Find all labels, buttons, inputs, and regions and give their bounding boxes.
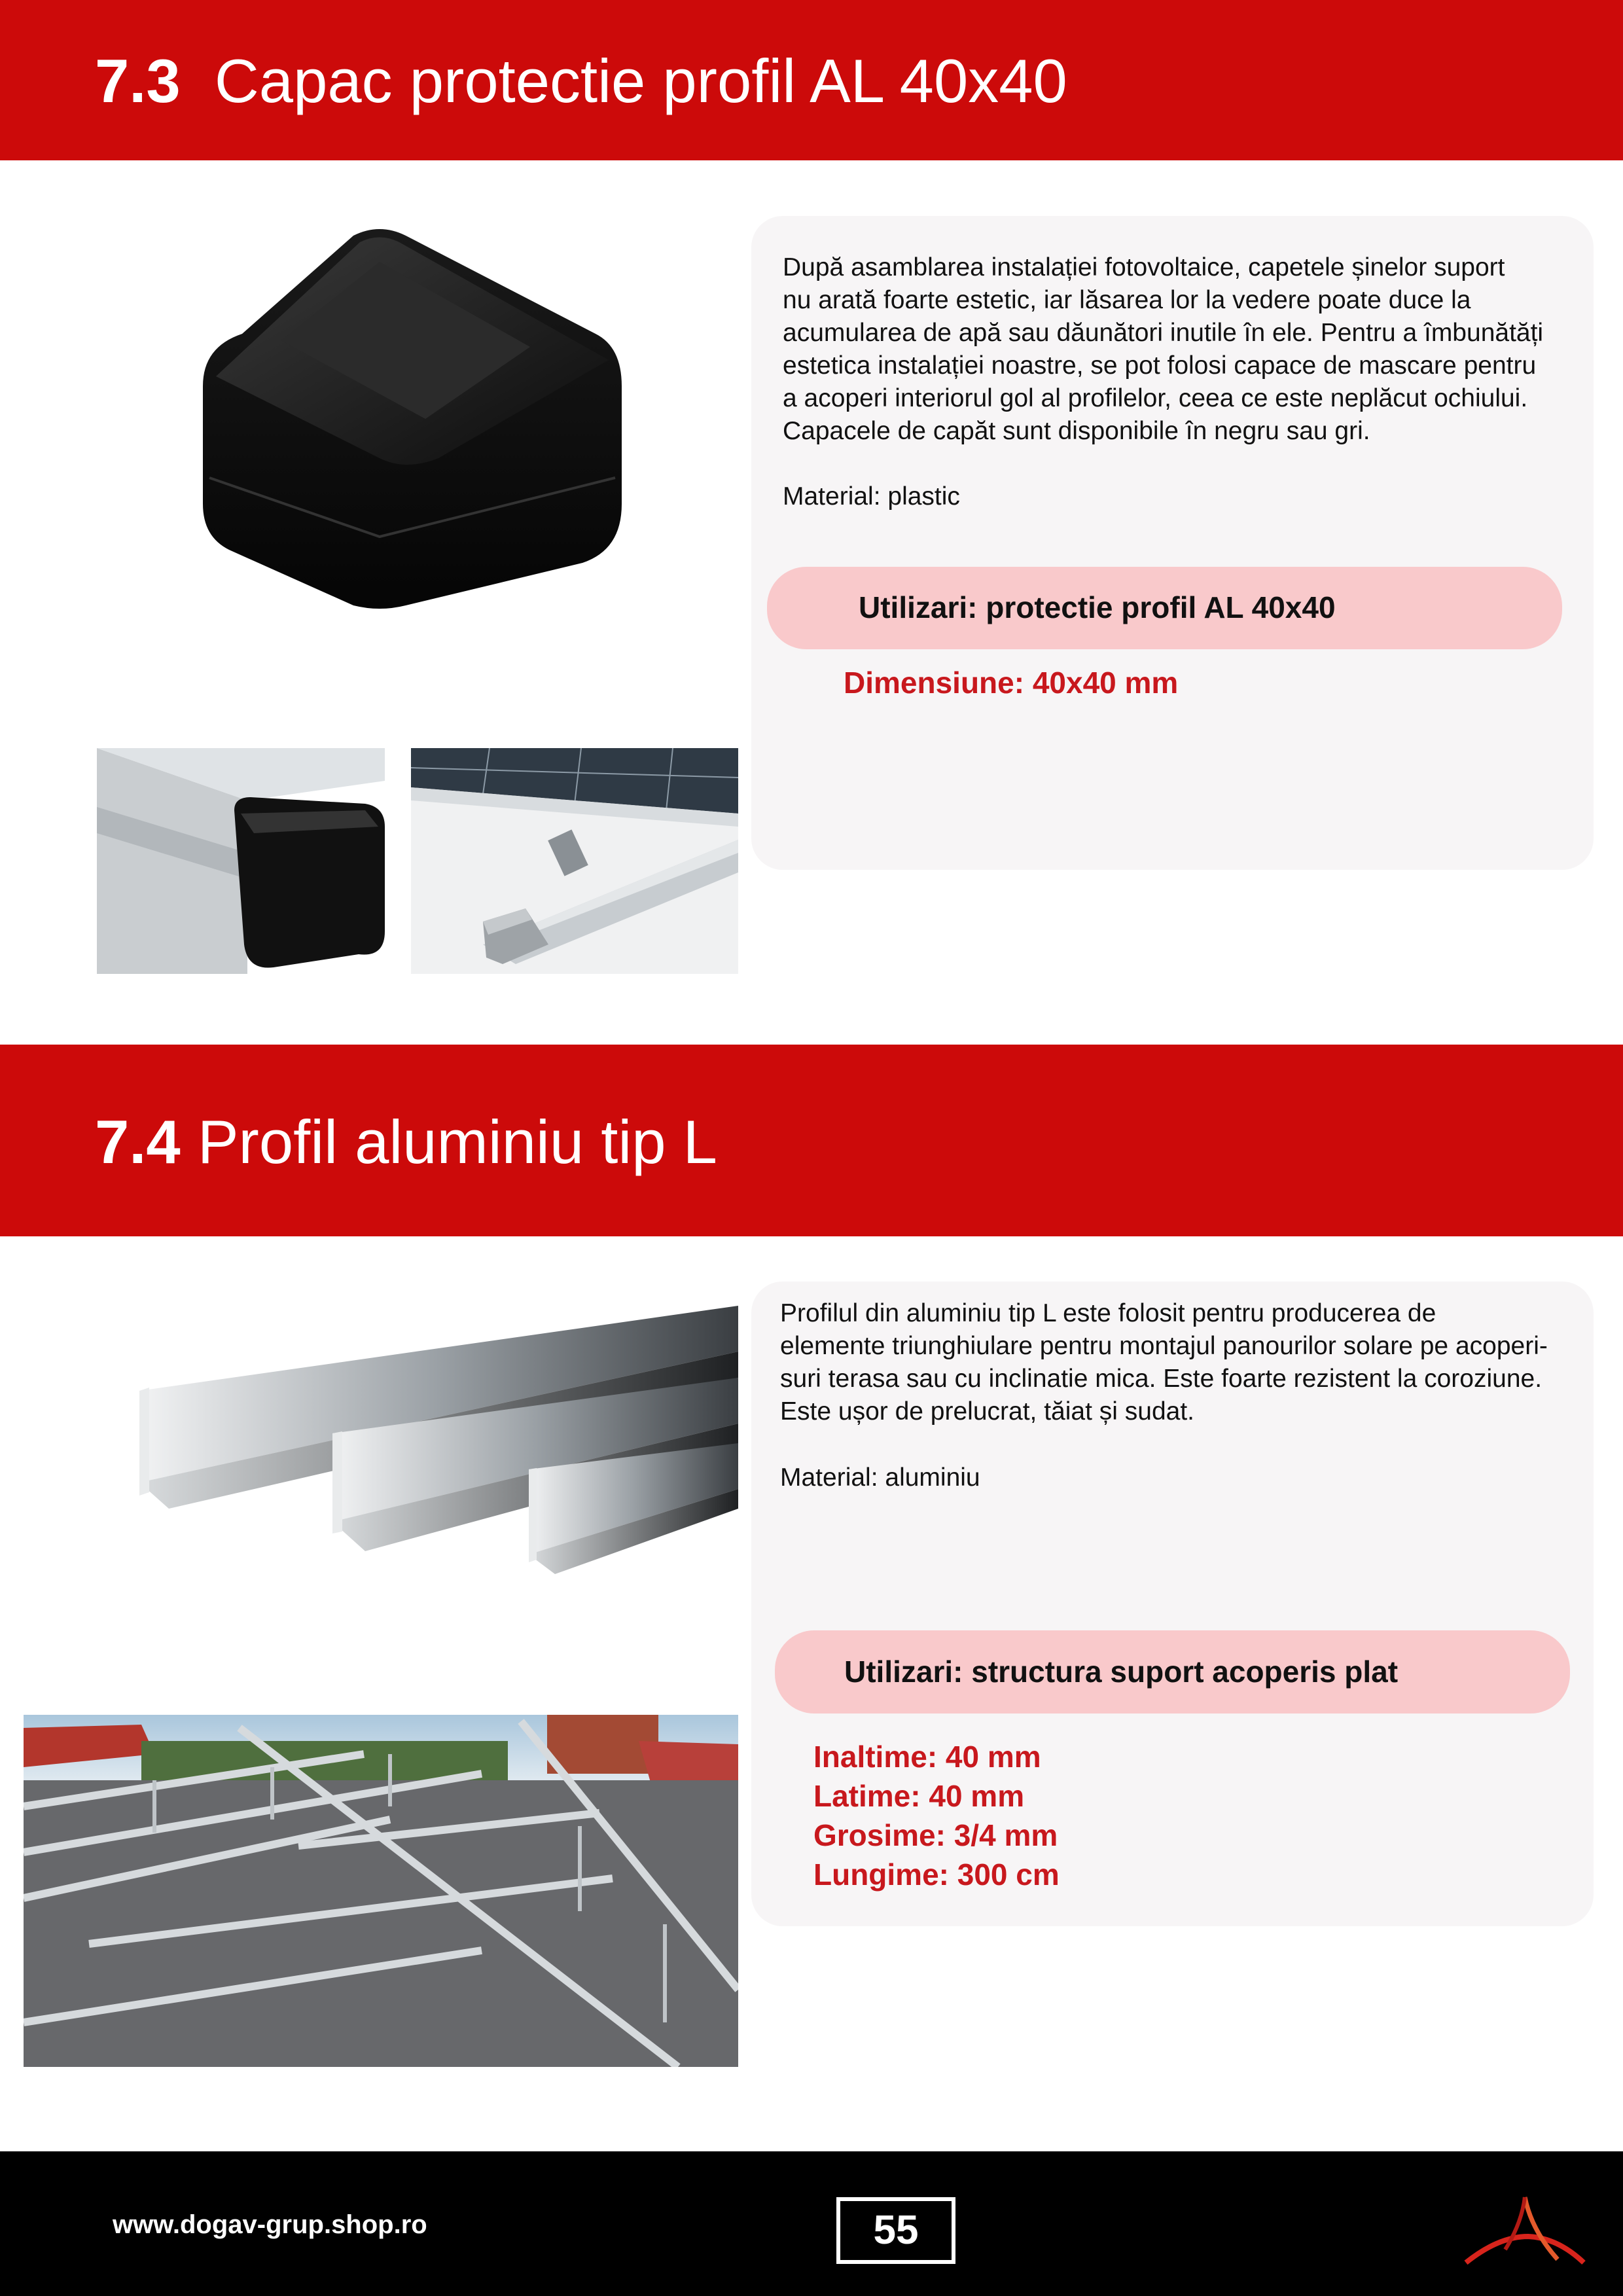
website-link[interactable]: www.dogav-grup.shop.ro (113, 2210, 427, 2239)
flat-roof-installation-image (24, 1715, 738, 2067)
profile-with-black-cap-image (97, 748, 385, 974)
section-title (95, 46, 1067, 117)
page-number: 55 (836, 2197, 955, 2264)
spec-height: Inaltime: 40 mm (813, 1740, 1041, 1774)
section-header-7-3 (0, 0, 1623, 160)
product-description: Profilul din aluminiu tip L este folosit pentru producerea de elemente triunghiulare pentru montajul panourilor solare pe acoperi- suri terasa sau cu inclinatie mica. Este foarte rezistent la coroziune. Este ușor de prelucrat, tăiat și sudat. (780, 1299, 1548, 1426)
product-description: După asamblarea instalației fotovoltaice, capetele șinelor suport nu arată foarte estetic, iar lăsarea lor la vedere poate duce la acumularea de apă sau dăunători inutile în ele. Pentru a îmbunătăți estetica instalației noastre, se pot folosi capace de mascare pentru a acoperi interiorul gol al profilelor, ceea ce este neplăcut ochiului. Capacele de capăt sunt disponibile în negru sau gri. (783, 253, 1544, 445)
solar-mount-gray-cap-image (411, 748, 738, 974)
spec-width: Latime: 40 mm (813, 1779, 1025, 1813)
usage-text: Utilizari: protectie profil AL 40x40 (859, 590, 1336, 624)
spec-thickness: Grosime: 3/4 mm (813, 1818, 1058, 1852)
spec-length: Lungime: 300 cm (813, 1857, 1060, 1892)
material-label: Material: aluminiu (780, 1463, 980, 1492)
material-label: Material: plastic (783, 482, 960, 511)
section-title (95, 1107, 717, 1177)
spec-dimension: Dimensiune: 40x40 mm (844, 666, 1179, 700)
usage-badge (767, 567, 1562, 649)
section-title-text: Capac protectie profil AL 40x40 (214, 46, 1067, 115)
section-header-7-4 (0, 1045, 1623, 1236)
section-number: 7.4 (95, 1107, 181, 1176)
page-footer (0, 2151, 1623, 2296)
l-profile-product-image (97, 1293, 738, 1587)
end-cap-product-image (190, 223, 635, 615)
company-logo-icon (1459, 2191, 1590, 2269)
usage-text: Utilizari: structura suport acoperis plat (844, 1655, 1399, 1689)
section-title-text: Profil aluminiu tip L (197, 1107, 717, 1176)
section-number: 7.3 (95, 46, 181, 115)
usage-badge (775, 1630, 1570, 1713)
